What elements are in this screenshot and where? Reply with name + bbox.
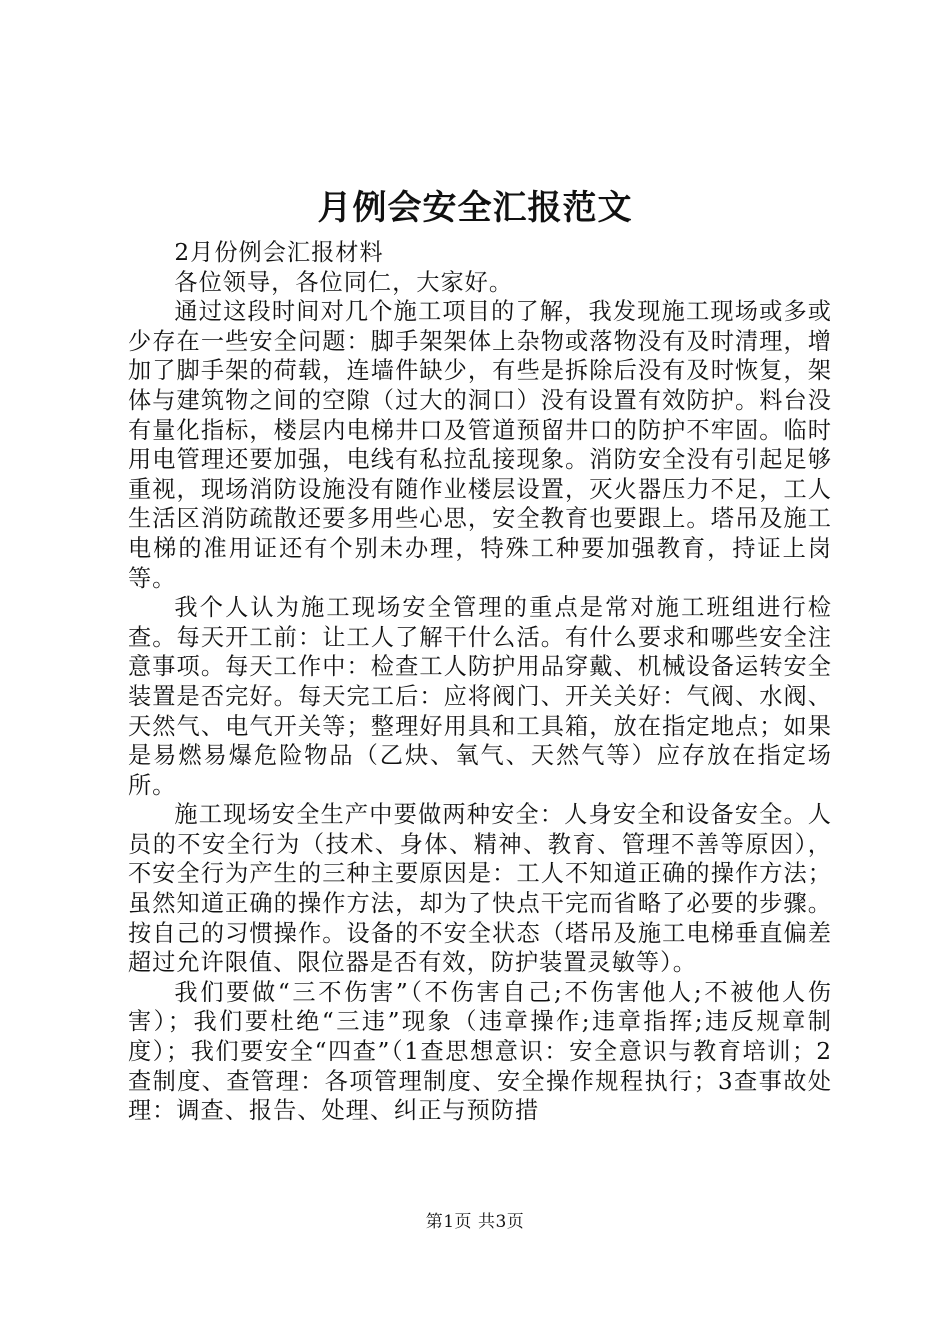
paragraph-safety-issues: 通过这段时间对几个施工项目的了解，我发现施工现场或多或少存在一些安全问题：脚手架架体上杂物或落物没有及时清理，增加了脚手架的荷载，连墙件缺少，有些是拆除后没有及时恢复，架体与建筑物之间的空隙（过大的洞口）没有设置有效防护。料台没有量化指标，楼层内电梯井口及管道预留井口的防护不牢固。临时用电管理还要加强，电线有私拉乱接现象。消防安全没有引起足够重视，现场消防设施没有随作业楼层设置，灭火器压力不足，工人生活区消防疏散还要多用些心思，安全教育也要跟上。塔吊及施工电梯的准用证还有个别未办理，特殊工种要加强教育，持证上岗等。 (128, 298, 832, 592)
paragraph-management-focus: 我个人认为施工现场安全管理的重点是常对施工班组进行检查。每天开工前：让工人了解干什么活。有什么要求和哪些安全注意事项。每天工作中：检查工人防护用品穿戴、机械设备运转安全装置是否完好。每天完工后：应将阀门、开关关好：气阀、水阀、天然气、电气开关等；整理好用具和工具箱，放在指定地点；如果是易燃易爆危险物品（乙炔、氧气、天然气等）应存放在指定场所。 (128, 594, 832, 799)
paragraph-two-safeties: 施工现场安全生产中要做两种安全：人身安全和设备安全。人员的不安全行为（技术、身体、精神、教育、管理不善等原因），不安全行为产生的三种主要原因是：工人不知道正确的操作方法；虽然知道正确的操作方法，却为了快点干完而省略了必要的步骤。按自己的习惯操作。设备的不安全状态（塔吊及施工电梯垂直偏差超过允许限值、限位器是否有效，防护装置灵敏等）。 (128, 801, 832, 977)
document-body (128, 238, 832, 1126)
paragraph-three-no-harm: 我们要做“三不伤害”（不伤害自己;不伤害他人;不被他人伤害）；我们要杜绝“三违”现象（违章操作;违章指挥;违反规章制度）；我们要安全“四查”（1查思想意识：安全意识与教育培训；2查制度、查管理：各项管理制度、安全操作规程执行；3查事故处理：调查、报告、处理、纠正与预防措 (128, 978, 832, 1125)
page-footer: 第1页 共3页 (425, 1212, 525, 1232)
paragraph-heading: 2月份例会汇报材料 (174, 239, 384, 266)
document-title: 月例会安全汇报范文 (317, 188, 633, 228)
paragraph-greeting: 各位领导，各位同仁，大家好。 (174, 268, 514, 296)
